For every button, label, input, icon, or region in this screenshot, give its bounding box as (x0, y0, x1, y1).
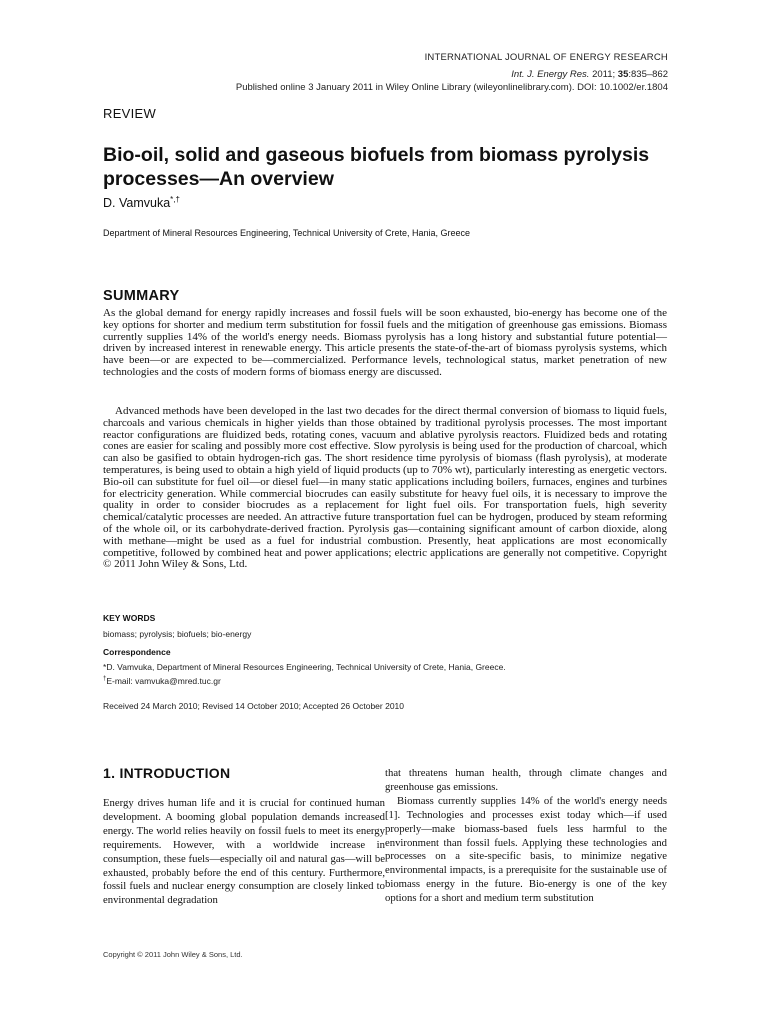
correspondence-email-text[interactable]: E-mail: vamvuka@mred.tuc.gr (106, 676, 221, 686)
correspondence-email (103, 676, 221, 686)
correspondence-heading: Correspondence (103, 647, 171, 657)
introduction-right-column (385, 767, 667, 906)
keywords-heading: KEY WORDS (103, 613, 156, 623)
citation-pages: :835–862 (628, 69, 668, 80)
correspondence-mark-2: † (103, 676, 107, 683)
affiliation: Department of Mineral Resources Engineering, Technical University of Crete, Hania, Greece (103, 228, 471, 238)
summary-paragraph-1: As the global demand for energy rapidly increases and fossil fuels will be soon exhausted, bio-energy has become one of the key options for shorter and medium term substitution for fossil fuels and the mitigation of greenhouse gas emissions. Biomass currently supplies 14% of the world's energy needs. Biomass pyrolysis has a long history and substantial future potential—driven by increased interest in renewable energy. This article presents the state-of-the-art of biomass pyrolysis systems, which have been—or are expected to be—commercialized. Performance levels, technological status, market penetration of new technologies and the costs of modern forms of biomass energy are discussed. (103, 307, 667, 378)
publication-info: Published online 3 January 2011 in Wiley Online Library (wileyonlinelibrary.com). DOI: 10.1002/er.1804 (235, 82, 668, 93)
author-marks: *,† (170, 195, 180, 204)
received-dates: Received 24 March 2010; Revised 14 October 2010; Accepted 26 October 2010 (103, 701, 404, 711)
correspondence-address (103, 662, 506, 672)
correspondence-mark-1: * (103, 662, 107, 672)
intro-paragraph-1-cont: that threatens human health, through climate changes and greenhouse gas emissions. (385, 767, 667, 793)
author-line (103, 195, 180, 210)
footer-copyright: Copyright © 2011 John Wiley & Sons, Ltd. (103, 950, 243, 959)
citation-volume: 35 (617, 69, 629, 80)
article-type: REVIEW (103, 106, 157, 121)
citation-journal: Int. J. Energy Res. (511, 69, 590, 80)
summary-heading: SUMMARY (103, 288, 180, 304)
correspondence-address-text: D. Vamvuka, Department of Mineral Resources Engineering, Technical University of Crete, Hania, Greece. (106, 662, 506, 672)
intro-paragraph-2: Biomass currently supplies 14% of the world's energy needs [1]. Technologies and processes exist today which—if used properly—make biomass-based fuels less harmful to the environment than fossil fuels. Applying these technologies and processes on a site-specific basis, to minimize negative environmental impacts, is a prerequisite for the sustainable use of biomass energy in the future. Bio-energy is one of the key options for a short and medium term substitution (385, 794, 667, 905)
summary-paragraph-2: Advanced methods have been developed in the last two decades for the direct thermal conversion of biomass to liquid fuels, charcoals and various chemicals in higher yields than those obtained by traditional pyrolysis processes. The most important reactor configurations are fluidized beds, rotating cones, vacuum and ablative pyrolysis reactors. Fluidized beds and rotating cones are easier for scaling and possibly more cost effective. Slow pyrolysis is being used for the production of charcoal, which can also be gasified to obtain hydrogen-rich gas. The short residence time pyrolysis of biomass (flash pyrolysis), at moderate temperatures, is being used to obtain a high yield of liquid products (up to 70% wt), particularly interesting as energetic vectors. Bio-oil can substitute for fuel oil—or diesel fuel—in many static applications including boilers, furnaces, engines and turbines for electricity generation. While commercial biocrudes can easily substitute for heavy fuel oils, it is necessary to improve the quality in order to consider biocrudes as a replacement for light fuel oils. For transportation fuels, high severity chemical/catalytic processes are needed. An attractive future transportation fuel can be hydrogen, produced by steam reforming of the whole oil, or its carbohydrate-derived fraction. Pyrolysis gas—containing significant amount of carbon dioxide, along with methane—might be used as a fuel for industrial combustion. Presently, heat applications are most economically competitive, followed by combined heat and power applications; electric applications are generally not competitive. Copyright © 2011 John Wiley & Sons, Ltd. (103, 405, 667, 571)
author-name: D. Vamvuka (103, 196, 171, 211)
journal-name: INTERNATIONAL JOURNAL OF ENERGY RESEARCH (424, 52, 668, 63)
introduction-left-column (103, 797, 385, 908)
keywords-text: biomass; pyrolysis; biofuels; bio-energy (103, 629, 252, 639)
introduction-heading: 1. INTRODUCTION (103, 765, 231, 781)
citation-year: 2011; (589, 69, 618, 80)
article-title: Bio-oil, solid and gaseous biofuels from biomass pyrolysis processes—An overview (103, 144, 650, 190)
intro-paragraph-1: Energy drives human life and it is crucial for continued human development. A booming global population demands increased energy. The world relies heavily on fossil fuels to meet its energy requirements. However, with a worldwide increase in consumption, these fuels—especially oil and natural gas—will be exhausted, probably before the end of this century. Furthermore, fossil fuels and nuclear energy consumption are closely linked to environmental degradation (103, 797, 385, 907)
